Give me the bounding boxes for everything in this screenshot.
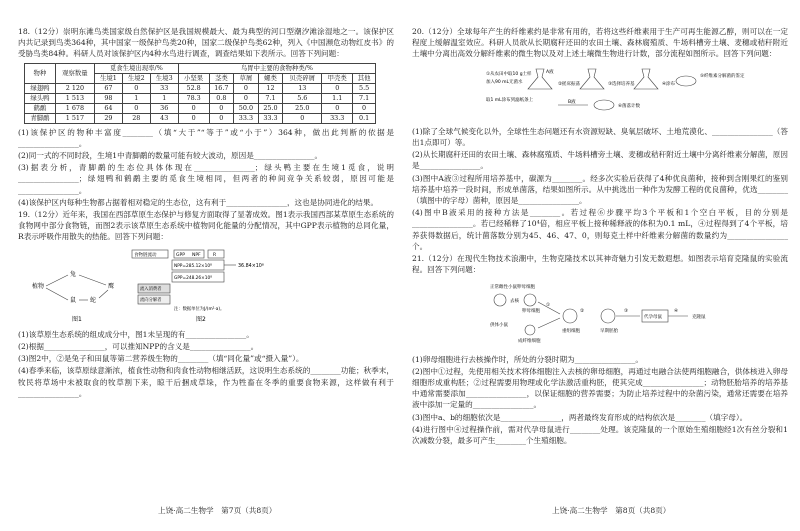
- table-subheader: 草屑: [234, 73, 259, 83]
- fig2-unit: 注：数据单位为J/(m²·a)。: [174, 306, 225, 312]
- q21-step: ④: [674, 309, 679, 315]
- table-cell: 0: [209, 113, 234, 123]
- q19-s2: (2)根据________________，可以推知NPP的含义是________________。: [18, 342, 259, 352]
- table-cell: 0: [353, 103, 376, 113]
- fig2-label-npf: NPF: [192, 252, 201, 258]
- table-cell: 0.1: [353, 113, 376, 123]
- table-cell: 43: [150, 113, 178, 123]
- table-cell: 33.3: [234, 113, 259, 123]
- table-cell: 50.0: [234, 103, 259, 113]
- table-cell: 16.7: [209, 83, 234, 93]
- table-cell: 0: [322, 83, 353, 93]
- table-subheader: 小坚果: [178, 73, 209, 83]
- table-cell: 64: [94, 103, 122, 113]
- q19-intro: 19.（12分）近年来，我国在西部草原生态保护与修复方面取得了显著成效。图1表示我国西部某草原生态系统的食物网中部分食物链，而图2表示该草原生态系统中植物同化能量的分配情况，其中GPP表示植物的总同化量，R表示呼吸作用散失的热能。回答下列问题：: [18, 210, 394, 242]
- table-cell: 1 678: [55, 103, 94, 113]
- q21-s4: (4)进行图中④过程操作前，需对代孕母鼠进行________处理。该克隆鼠的一个原始生殖细胞经1次有丝分裂和1次减数分裂，最多可产生________个生殖细胞。: [412, 424, 788, 446]
- q20-label: ②摇床振荡: [558, 81, 581, 87]
- table-subheader: 生境2: [122, 73, 150, 83]
- table-header-habitat: 觅食生境出现率/%: [94, 63, 178, 73]
- table-cell: 36: [150, 103, 178, 113]
- left-page: [18, 26, 394, 400]
- fig1-arrow: [46, 275, 68, 286]
- fig2-decomposers: 流向分解者: [140, 297, 162, 303]
- q20-intro: 20.（12分）全球每年产生的纤维素约是非常有用的，若将这些纤维素用于生产可再生能源乙醇，则可以在一定程度上缓解温室效应。科研人员欲从长期腐秆还田的农田土壤、森林腐殖质、牛场料槽旁土壤、麦穗或秸秆附近土壤中分离出高效分解纤维素的微生物以及对上述土壤微生物进行计数，部分流程如图所示。回答下列问题：: [412, 27, 788, 59]
- q21-label: 克隆鼠: [692, 315, 706, 321]
- q20-label: ⑥菌落计数: [618, 103, 641, 109]
- table-cell: 0.8: [209, 93, 234, 103]
- table-cell: 青脚鹬: [25, 113, 56, 123]
- table-cell: 0: [322, 103, 353, 113]
- q21-s1: (1)卵母细胞进行去核操作时，所处的分裂时期为________________。: [412, 354, 643, 364]
- table-cell: 5.5: [353, 83, 376, 93]
- table-cell: 1 513: [55, 93, 94, 103]
- table-cell: 0: [234, 93, 259, 103]
- q21-label: 重组细胞: [562, 329, 580, 335]
- q21-arrow: [538, 318, 560, 328]
- page-footer-left: 上饶·高二生物学 第7页（共8页）: [158, 506, 277, 515]
- table-cell: 2 120: [55, 83, 94, 93]
- table-row: [25, 103, 376, 113]
- q21-intro: 21.（12分）在现代生物技术浪潮中，生物克隆技术以其神奇魅力引发无数遐想。如图表示培育克隆鼠的实验流程。回答下列问题：: [412, 254, 788, 275]
- q19-s4: (4)春季来临，该草原绿意渐浓，植食性动物和肉食性动物相继活跃，这说明生态系统的________功能；秋季末，牧民将草场中未被取食的牧草割下来，晾干后捆成草垛，作为牲畜在冬季的重要食物来源，这样做有利于________________。: [18, 366, 394, 398]
- fig1-arrow: [79, 275, 106, 285]
- table-subheader: 螺类: [258, 73, 283, 83]
- fig1-arrow: [46, 288, 68, 300]
- q21-label: 去核: [510, 299, 519, 305]
- table-cell: 1: [122, 93, 150, 103]
- flask-icon: [580, 69, 604, 89]
- table-cell: 28: [122, 113, 150, 123]
- fig2-caption: 图2: [196, 315, 206, 323]
- q20-label-a: A液: [546, 69, 554, 75]
- table-cell: 67: [94, 83, 122, 93]
- bird-survey-table: [24, 63, 376, 124]
- q21-label: 供体小鼠: [490, 323, 508, 329]
- table-header-food: 鸟胃中主要的食物种类/%: [178, 63, 375, 73]
- q21-step: ①: [546, 303, 551, 309]
- q20-label: ③选择培养基: [608, 81, 635, 87]
- table-cell: 33: [150, 83, 178, 93]
- q20-s3: (3)图中A液③过程所用培养基中，碳源为________。经多次实验后获得了4种优良菌种，接种到含刚果红的鉴别培养基中培养一段时间，形成单菌落，结果如图所示。从中挑选出一种作为发酵工程的优良菌种，优选________（填图中的字母）菌种，原因是________________。: [412, 173, 788, 206]
- table-cell: 1: [150, 93, 178, 103]
- q18-s2: (2)同一式的不同时段，生境1中青脚鹬的数量可能有较大波动，原因是________________。: [18, 151, 323, 161]
- page-footer-right: 上饶·高二生物学 第8页（共8页）: [552, 506, 671, 515]
- table-subheader: 茎类: [209, 73, 234, 83]
- table-cell: 13: [283, 83, 322, 93]
- table-cell: 0: [234, 83, 259, 93]
- fig1-node-plant: 植物: [32, 282, 45, 290]
- table-header-count: 观察数量: [55, 63, 94, 83]
- table-subheader: 贝壳碎屑: [283, 73, 322, 83]
- table-row: [25, 93, 376, 103]
- fig2-label-gpp: GPP: [176, 252, 185, 258]
- q20-label: 加入90 mL无菌水: [486, 79, 523, 85]
- q20-s2: (2)从长期腐秆还田的农田土壤、森林腐殖质、牛场料槽旁土壤、麦穗或秸秆附近土壤中分离纤维素分解菌，原因是________________。: [412, 150, 788, 171]
- petri-dish-icon: [676, 76, 696, 86]
- q21-step: ③: [624, 309, 629, 315]
- fig1-arrow: [99, 290, 108, 298]
- q19-figures: [24, 246, 374, 324]
- q21-label: 卵母细胞: [522, 309, 540, 315]
- table-cell: 0: [178, 113, 209, 123]
- table-cell: 0: [122, 103, 150, 113]
- fig2-label-r: R: [213, 252, 217, 258]
- table-cell: 0: [122, 83, 150, 93]
- q20-label: ①从农田中取10 g土样: [486, 71, 532, 77]
- q20-label: ④涂布: [662, 81, 676, 87]
- table-header-species: 物种: [25, 63, 56, 83]
- table-cell: 绿头鸭: [25, 93, 56, 103]
- q21-label: 成纤维细胞: [518, 339, 541, 345]
- egg-cell-icon: [524, 294, 536, 306]
- q18-s1: (1)该保护区的物种丰富度________（填“大于”“等于”或“小于”）364种，做出此判断的依据是________________。: [18, 127, 394, 148]
- fig1-node-snake: 蛇: [90, 296, 97, 304]
- table-cell: 33.3: [322, 113, 353, 123]
- q18-s4: (4)该保护区内每种生物都占据着相对稳定的生态位，这有利于________________，这也是协同进化的结果。: [18, 197, 379, 207]
- table-cell: 12: [258, 83, 283, 93]
- q20-label-b: B液: [568, 99, 576, 105]
- fig2-consumers: 流入消费者: [140, 286, 162, 292]
- table-cell: 0: [209, 103, 234, 113]
- q21-label: 代孕母鼠: [644, 315, 662, 321]
- q20-diagram: [418, 63, 778, 121]
- table-cell: 鹤鹬: [25, 103, 56, 113]
- q20-s4: (4)图中B液采用的接种方法是________。若过程⑥步骤平均3个平板和1个空白平板，目的分别是________________。若已经稀释了10⁴倍，相应平板上接种稀释液的体积为0.1 mL，④过程得到了4个平板，培养获得数据后，统计菌落数分别为45、46、47、0，则每克土样中纤维素分解菌的数量约为________________个。: [412, 208, 788, 251]
- egg-cell-icon: [494, 294, 506, 306]
- q19-s1: (1)该草原生态系统的组成成分中，图1未呈现的有________________。: [18, 329, 254, 339]
- fig2-npp-value: NPP=285.12×10⁸: [174, 263, 212, 269]
- table-cell: 7.1: [258, 93, 283, 103]
- petri-dish-icon: [594, 100, 614, 110]
- table-cell: 0: [178, 103, 209, 113]
- table-cell: 25.0: [258, 103, 283, 113]
- fig2-label-ecosystem: 食物链流动: [134, 252, 157, 258]
- q21-label: 正常雌性小鼠卵母细胞: [490, 285, 535, 291]
- right-page: [412, 26, 788, 447]
- fig1-caption: 图1: [72, 315, 82, 323]
- table-row: [25, 83, 376, 93]
- q20-s1: (1)除了全球气候变化以外，全球性生态问题还有水资源短缺、臭氧层破坏、土地荒漠化、________________（答出1点即可）等。: [412, 126, 788, 148]
- table-cell: 7.1: [353, 93, 376, 103]
- table-subheader: 生境1: [94, 73, 122, 83]
- fig1-node-rabbit: 兔: [70, 270, 77, 278]
- table-cell: 29: [94, 113, 122, 123]
- fig2-gpp-value: GPP=248.26×10⁸: [174, 275, 212, 281]
- table-subheader: 其他: [353, 73, 376, 83]
- q20-label: 取1 mL涂布到滤纸条上: [486, 97, 534, 103]
- cell-icon: [525, 325, 535, 335]
- table-row: [25, 113, 376, 123]
- fig2-total: 36.84×10⁸: [238, 263, 264, 269]
- table-cell: 33.3: [258, 113, 283, 123]
- table-cell: 0: [283, 113, 322, 123]
- fig1-node-hawk: 鹰: [108, 282, 115, 290]
- table-cell: 绿翅鸭: [25, 83, 56, 93]
- table-cell: 98: [94, 93, 122, 103]
- table-subheader: 生境3: [150, 73, 178, 83]
- table-cell: 1 517: [55, 113, 94, 123]
- table-cell: 25.0: [283, 103, 322, 113]
- reconstructed-cell-icon: [563, 309, 577, 323]
- table-cell: 5.6: [283, 93, 322, 103]
- fig1-node-mouse: 鼠: [70, 296, 77, 304]
- q18-intro: 18.（12分）崇明东滩鸟类国家级自然保护区是我国规模最大、最为典型的河口型潮汐滩涂湿地之一。该保护区内共记录到鸟类364种，其中国家一级保护鸟类20种，国家二级保护鸟类62种，列入《中国濒危动物红皮书》的受胁鸟类84种。科研人员对该保护区内4种水鸟进行调查，调查结果如下表所示。回答下列问题：: [18, 27, 394, 59]
- q21-diagram: [418, 278, 778, 348]
- table-cell: 1.1: [322, 93, 353, 103]
- q21-label: 早期胚胎: [600, 329, 618, 335]
- table-subheader: 甲壳类: [322, 73, 353, 83]
- table-cell: 78.3: [178, 93, 209, 103]
- q21-s3: (3)图中a、b的细胞依次是________________，两者最终发育形成的结构依次是________（填字母）。: [412, 412, 748, 422]
- flask-icon: [634, 69, 658, 89]
- q21-s2: (2)图中①过程，先使用相关技术将体细胞注入去核的卵母细胞，再通过电融合法使两细胞融合，供体核进入卵母细胞形成重构胚；②过程需要用物理或化学法激活重构胚，使其完成________________；动物胚胎培养的培养基中通常需要添加________________，以保证细胞的营养需要；为防止培养过程中的杂菌污染，通常还需要在培养液中添加一定量的________________。: [412, 366, 788, 410]
- embryo-icon: [601, 309, 615, 323]
- q20-label: ⑤纤维素分解菌的鉴定: [700, 73, 745, 79]
- table-cell: 52.8: [178, 83, 209, 93]
- q21-step: ②: [580, 309, 585, 315]
- q19-s3: (3)图2中，②是兔子和田鼠等第二营养级生物的________（填“同化量”或“摄入量”）。: [18, 354, 304, 364]
- q18-s3: (3)据表分析，青脚鹬的生态位具体体现在________________；绿头鸭主要在生境1觅食，说明________________；绿翅鸭和鹤鹬主要的觅食生境相同，但两者的种间竞争关系较弱，原因可能是________________。: [18, 163, 394, 195]
